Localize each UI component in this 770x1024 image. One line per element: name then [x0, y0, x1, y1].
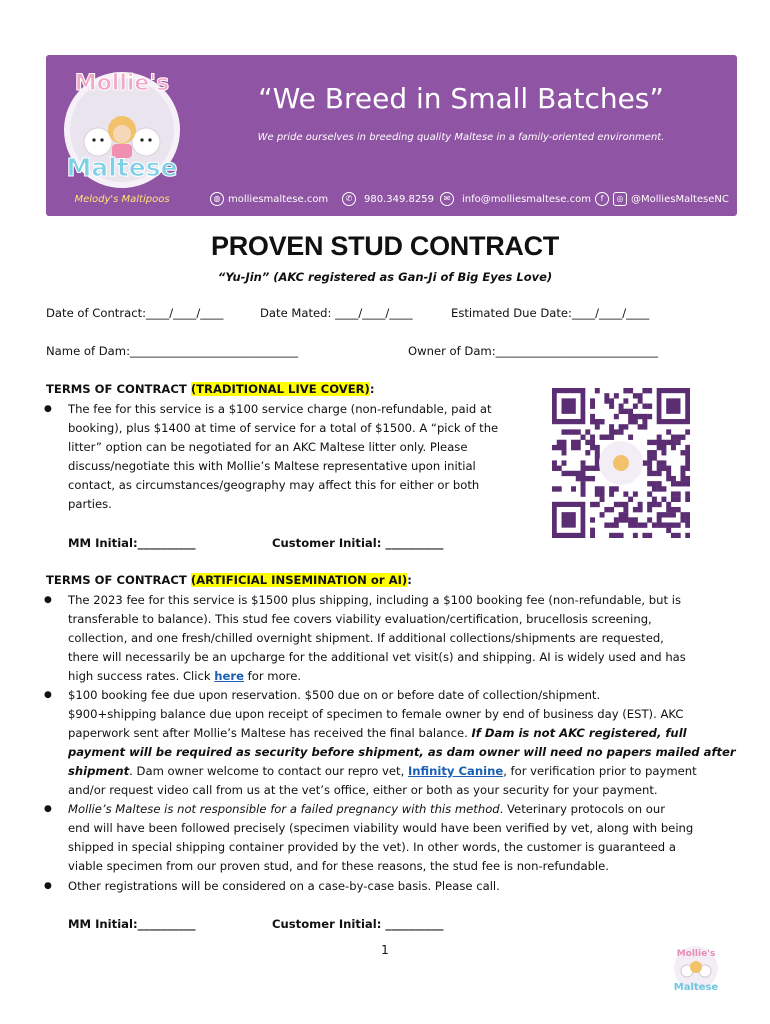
estimated-due-date-field[interactable]: Estimated Due Date:____/____/____: [451, 306, 650, 320]
website-text: molliesmaltese.com: [228, 193, 329, 205]
facebook-icon: f: [595, 192, 609, 206]
text-span: high success rates. Click: [68, 669, 215, 683]
ai-bullet-registrations: [44, 877, 748, 896]
contract-title: PROVEN STUD CONTRACT: [210, 231, 559, 261]
section-ai-heading: [46, 573, 412, 587]
contract-subtitle: “Yu-Jin” (AKC registered as Gan-Ji of Big Eyes Love): [217, 270, 553, 284]
date-of-contract-field[interactable]: Date of Contract:____/____/____: [46, 306, 224, 320]
instagram-icon: ◎: [613, 192, 627, 206]
text-line: parties.: [68, 497, 112, 511]
text-line: payment will be required as security before shipment, as dam owner will need no papers mailed after: [68, 745, 736, 759]
heading-prefix: TERMS OF CONTRACT: [46, 573, 191, 587]
infinity-canine-link[interactable]: Infinity Canine: [407, 764, 504, 778]
text-line: discuss/negotiate this with Mollie’s Maltese representative upon initial: [68, 459, 476, 473]
logo-text-maltipoos: Melody's Maltipoos: [74, 194, 170, 205]
mm-initial-field-2[interactable]: MM Initial:__________: [68, 917, 196, 931]
live-cover-bullet: [44, 400, 538, 514]
bullet-icon: ●: [44, 595, 52, 605]
customer-initial-field-1[interactable]: Customer Initial: __________: [272, 536, 444, 550]
mollies-maltese-logo: [60, 58, 190, 216]
page-number: 1: [381, 943, 389, 957]
text-line: [68, 800, 748, 819]
text-line: The 2023 fee for this service is $1500 plus shipping, including a $100 booking fee (non-refundable, but is: [68, 593, 681, 607]
text-line: $900+shipping balance due upon receipt of specimen to female owner by end of business day (EST). AKC: [68, 707, 684, 721]
owner-of-dam-field[interactable]: Owner of Dam:____________________________: [408, 344, 658, 358]
customer-initial-field-2[interactable]: Customer Initial: __________: [272, 917, 444, 931]
heading-suffix: :: [369, 382, 375, 396]
text-line: transferable to balance). This stud fee covers viability evaluation/certification, brucellosis screening,: [68, 612, 652, 626]
text-line: collection, and one fresh/chilled overnight shipment. If additional collections/shipments are requested,: [68, 631, 664, 645]
text-line: contact, as circumstances/geography may affect this for either or both: [68, 478, 480, 492]
footer-logo-mollies: Mollie's: [676, 949, 716, 959]
qr-code[interactable]: [552, 388, 690, 538]
heading-prefix: TERMS OF CONTRACT: [46, 382, 191, 396]
text-span: . Dam owner welcome to contact our repro vet,: [129, 764, 408, 778]
name-of-dam-field[interactable]: Name of Dam:_____________________________: [46, 344, 299, 358]
footer-logo-maltese: Maltese: [673, 982, 719, 993]
bullet-icon: ●: [44, 804, 52, 814]
logo-text-maltese: Maltese: [66, 153, 178, 182]
footer-logo: [672, 940, 720, 998]
text-line: viable specimen from our proven stud, and for these reasons, the stud fee is non-refundable.: [68, 859, 609, 873]
text-span: , for verification prior to payment: [503, 764, 697, 778]
phone-link[interactable]: [342, 192, 434, 206]
text-line: and/or request video call from us at the vet’s office, either or both as your security for your payment.: [68, 783, 658, 797]
bullet-icon: ●: [44, 404, 52, 414]
heading-highlight: (ARTIFICIAL INSEMINATION or AI): [190, 573, 408, 587]
social-link[interactable]: [595, 192, 729, 206]
text-span: shipment: [68, 764, 130, 778]
here-link[interactable]: here: [214, 669, 244, 683]
bullet-icon: ●: [44, 690, 52, 700]
text-line: The fee for this service is a $100 service charge (non-refundable, paid at: [68, 402, 492, 416]
date-mated-field[interactable]: Date Mated: ____/____/____: [260, 306, 413, 320]
text-line: [68, 667, 748, 686]
text-span: for more.: [243, 669, 302, 683]
ai-bullet-payment: [44, 686, 748, 800]
text-line: Other registrations will be considered on a case-by-case basis. Please call.: [68, 879, 500, 893]
website-link[interactable]: [210, 192, 328, 206]
social-text: @MolliesMalteseNC: [631, 193, 729, 205]
text-span: Mollie’s Maltese is not responsible for a failed pregnancy with this method: [68, 802, 500, 816]
email-text: info@molliesmaltese.com: [462, 193, 591, 205]
text-line: booking), plus $1400 at time of service for a total of $1500. A “pick of the: [68, 421, 499, 435]
bullet-icon: ●: [44, 881, 52, 891]
email-link[interactable]: [440, 192, 591, 206]
text-line: there will necessarily be an upcharge for the additional vet visit(s) and shipping. AI is widely used and has: [68, 650, 686, 664]
text-line: [68, 762, 748, 781]
text-span: If Dam is not AKC registered, full: [471, 726, 687, 740]
text-line: end will have been followed precisely (specimen viability would have been verified by vet, along with being: [68, 821, 694, 835]
logo-text-mollies: Mollie's: [74, 71, 170, 96]
text-line: [68, 724, 748, 743]
text-span: . Veterinary protocols on our: [499, 802, 665, 816]
tagline: We pride ourselves in breeding quality Maltese in a family-oriented environment.: [257, 132, 665, 143]
text-line: shipped in special shipping container provided by the vet). In other words, the customer is guaranteed a: [68, 840, 676, 854]
heading-suffix: :: [407, 573, 412, 587]
section-live-cover-heading: [46, 382, 375, 396]
heading-highlight: (TRADITIONAL LIVE COVER): [190, 382, 370, 396]
slogan: “We Breed in Small Batches”: [258, 82, 664, 115]
ai-bullet-fee: [44, 591, 748, 686]
text-line: litter” option can be negotiated for an AKC Maltese litter only. Please: [68, 440, 468, 454]
globe-icon: ◍: [210, 192, 224, 206]
mm-initial-field-1[interactable]: MM Initial:__________: [68, 536, 196, 550]
phone-text: 980.349.8259: [364, 193, 434, 205]
email-icon: ✉: [440, 192, 454, 206]
ai-bullet-responsibility: [44, 800, 748, 876]
text-line: $100 booking fee due upon reservation. $500 due on or before date of collection/shipment.: [68, 688, 601, 702]
phone-icon: ✆: [342, 192, 356, 206]
text-span: paperwork sent after Mollie’s Maltese has received the final balance.: [68, 726, 472, 740]
